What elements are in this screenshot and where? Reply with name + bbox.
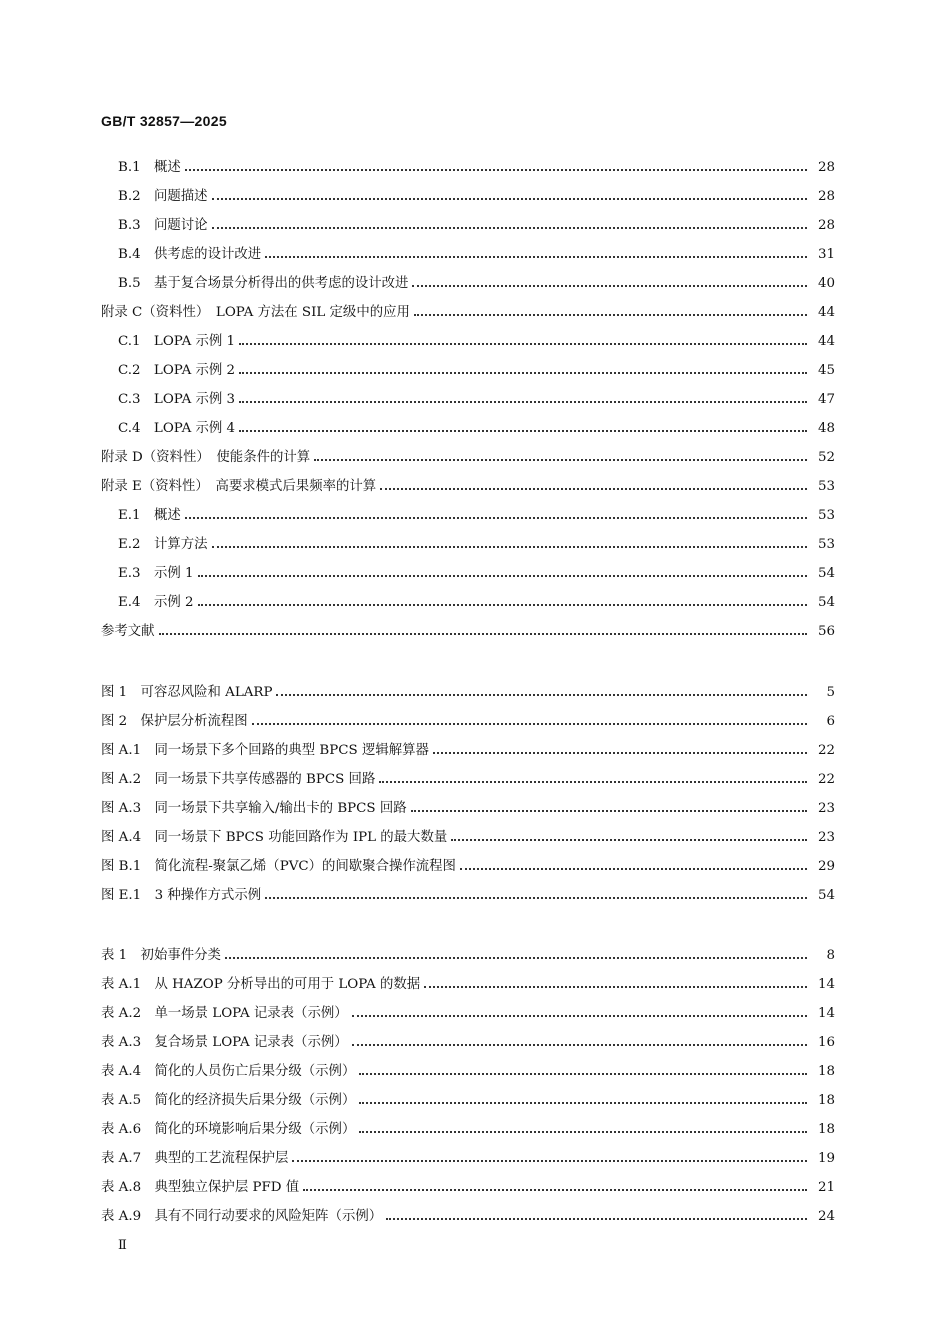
- dot-leader: [359, 1072, 807, 1075]
- dot-leader: [265, 255, 807, 258]
- table-entry-label: 表 A.7 典型的工艺流程保护层: [101, 1151, 289, 1166]
- dot-leader: [451, 838, 807, 841]
- table-entry-page: 16: [817, 1035, 835, 1050]
- dot-leader: [239, 429, 807, 432]
- toc-entry-page: 28: [817, 218, 835, 233]
- figure-entry-page: 6: [826, 714, 835, 729]
- dot-leader: [414, 313, 807, 316]
- toc-entry-label: C.2 LOPA 示例 2: [118, 363, 236, 378]
- figure-entry[interactable]: [101, 765, 835, 794]
- dot-leader: [380, 487, 807, 490]
- figure-entry[interactable]: [101, 736, 835, 765]
- table-entry[interactable]: [101, 1144, 835, 1173]
- figure-entry-label: 图 2 保护层分析流程图: [101, 714, 248, 729]
- dot-leader: [239, 371, 807, 374]
- dot-leader: [359, 1101, 807, 1104]
- table-entry-page: 18: [817, 1093, 835, 1108]
- table-entry-page: 14: [817, 1006, 835, 1021]
- table-entry-page: 18: [817, 1122, 835, 1137]
- figure-entry-page: 22: [817, 772, 835, 787]
- figure-entry[interactable]: [101, 678, 835, 707]
- dot-leader: [265, 896, 807, 899]
- toc-entry-label: E.2 计算方法: [118, 537, 208, 552]
- figure-entry-page: 29: [817, 859, 835, 874]
- toc-entry-page: 53: [817, 479, 835, 494]
- toc-entry[interactable]: [118, 559, 835, 588]
- dot-leader: [198, 574, 808, 577]
- toc-entry[interactable]: [118, 588, 835, 617]
- toc-entry[interactable]: [101, 443, 835, 472]
- page-number: Ⅱ: [118, 1238, 127, 1253]
- dot-leader: [212, 545, 807, 548]
- toc-entry-page: 44: [817, 305, 835, 320]
- toc-entry-label: E.3 示例 1: [118, 566, 194, 581]
- dot-leader: [433, 751, 807, 754]
- toc-entry[interactable]: [118, 211, 835, 240]
- toc-entry[interactable]: [118, 240, 835, 269]
- dot-leader: [352, 1043, 807, 1046]
- toc-entry-page: 56: [817, 624, 835, 639]
- table-entry-page: 24: [817, 1209, 835, 1224]
- toc-entry-page: 54: [817, 566, 835, 581]
- dot-leader: [412, 284, 807, 287]
- standard-number: GB/T 32857—2025: [101, 113, 227, 129]
- dot-leader: [352, 1014, 807, 1017]
- table-entry-label: 表 A.5 简化的经济损失后果分级（示例）: [101, 1093, 356, 1108]
- toc-entry-page: 48: [817, 421, 835, 436]
- dot-leader: [212, 226, 807, 229]
- table-entry[interactable]: [101, 999, 835, 1028]
- toc-entry-page: 44: [817, 334, 835, 349]
- table-entry[interactable]: [101, 1115, 835, 1144]
- dot-leader: [314, 458, 807, 461]
- toc-entry-label: B.3 问题讨论: [118, 218, 208, 233]
- toc-entry[interactable]: [118, 530, 835, 559]
- dot-leader: [303, 1188, 807, 1191]
- toc-entry-page: 28: [817, 189, 835, 204]
- figure-entry[interactable]: [101, 852, 835, 881]
- table-entry-page: 19: [817, 1151, 835, 1166]
- figure-entry[interactable]: [101, 823, 835, 852]
- dot-leader: [185, 516, 807, 519]
- table-entry-page: 14: [817, 977, 835, 992]
- toc-entry-page: 52: [817, 450, 835, 465]
- figure-entry-label: 图 E.1 3 种操作方式示例: [101, 888, 262, 903]
- table-entry-label: 表 A.8 典型独立保护层 PFD 值: [101, 1180, 300, 1195]
- toc-entry-label: E.1 概述: [118, 508, 181, 523]
- table-entry-label: 表 A.9 具有不同行动要求的风险矩阵（示例）: [101, 1209, 383, 1224]
- dot-leader: [411, 809, 807, 812]
- toc-entry-label: B.5 基于复合场景分析得出的供考虑的设计改进: [118, 276, 409, 291]
- dot-leader: [424, 985, 807, 988]
- table-entry-label: 表 A.4 简化的人员伤亡后果分级（示例）: [101, 1064, 356, 1079]
- toc-entry-label: 附录 C（资料性） LOPA 方法在 SIL 定级中的应用: [101, 305, 410, 320]
- figure-entry[interactable]: [101, 794, 835, 823]
- figure-entry-label: 图 A.1 同一场景下多个回路的典型 BPCS 逻辑解算器: [101, 743, 429, 758]
- figure-entry-page: 5: [826, 685, 835, 700]
- toc-entry[interactable]: [118, 356, 835, 385]
- toc-entry-page: 45: [817, 363, 835, 378]
- toc-entry-page: 53: [817, 508, 835, 523]
- table-entry[interactable]: [101, 1028, 835, 1057]
- dot-leader: [239, 400, 807, 403]
- toc-entry-label: B.1 概述: [118, 160, 181, 175]
- dot-leader: [359, 1130, 807, 1133]
- toc-entry-page: 53: [817, 537, 835, 552]
- toc-entry[interactable]: [118, 385, 835, 414]
- table-entry-label: 表 A.3 复合场景 LOPA 记录表（示例）: [101, 1035, 348, 1050]
- toc-entry[interactable]: [101, 617, 835, 646]
- toc-entry-label: C.4 LOPA 示例 4: [118, 421, 236, 436]
- toc-entry-page: 40: [817, 276, 835, 291]
- figure-entry[interactable]: [101, 881, 835, 910]
- toc-entry-label: 附录 E（资料性） 高要求模式后果频率的计算: [101, 479, 377, 494]
- figure-entry-label: 图 1 可容忍风险和 ALARP: [101, 685, 273, 700]
- toc-entry-label: B.2 问题描述: [118, 189, 208, 204]
- toc-entry[interactable]: [118, 182, 835, 211]
- toc-entry[interactable]: [118, 153, 835, 182]
- dot-leader: [198, 603, 808, 606]
- figure-entry-label: 图 A.2 同一场景下共享传感器的 BPCS 回路: [101, 772, 376, 787]
- dot-leader: [159, 632, 807, 635]
- table-entry-page: 18: [817, 1064, 835, 1079]
- dot-leader: [212, 197, 807, 200]
- toc-entry[interactable]: [118, 327, 835, 356]
- figure-entry-page: 23: [817, 801, 835, 816]
- table-entry-page: 21: [817, 1180, 835, 1195]
- toc-entry-label: 附录 D（资料性） 使能条件的计算: [101, 450, 311, 465]
- table-entry-label: 表 1 初始事件分类: [101, 948, 221, 963]
- dot-leader: [460, 867, 807, 870]
- figure-entry-label: 图 B.1 简化流程-聚氯乙烯（PVC）的间歇聚合操作流程图: [101, 859, 456, 874]
- dot-leader: [292, 1159, 807, 1162]
- toc-entry-page: 47: [817, 392, 835, 407]
- table-entry-page: 8: [826, 948, 835, 963]
- figure-entry-page: 54: [817, 888, 835, 903]
- figure-entry-label: 图 A.3 同一场景下共享输入/输出卡的 BPCS 回路: [101, 801, 407, 816]
- toc-entry-label: 参考文献: [101, 624, 155, 639]
- table-entry[interactable]: [101, 1173, 835, 1202]
- toc-entry-page: 31: [817, 247, 835, 262]
- table-entry-label: 表 A.6 简化的环境影响后果分级（示例）: [101, 1122, 356, 1137]
- toc-entry[interactable]: [118, 269, 835, 298]
- dot-leader: [225, 956, 807, 959]
- toc-entry[interactable]: [101, 472, 835, 501]
- dot-leader: [276, 693, 807, 696]
- table-entry[interactable]: [101, 1057, 835, 1086]
- toc-entry[interactable]: [118, 414, 835, 443]
- table-entry[interactable]: [101, 970, 835, 999]
- dot-leader: [185, 168, 807, 171]
- dot-leader: [386, 1217, 807, 1220]
- table-entry[interactable]: [101, 1202, 835, 1231]
- toc-entry-label: C.1 LOPA 示例 1: [118, 334, 236, 349]
- table-entry-label: 表 A.1 从 HAZOP 分析导出的可用于 LOPA 的数据: [101, 977, 421, 992]
- toc-entry-label: B.4 供考虑的设计改进: [118, 247, 262, 262]
- table-entry-label: 表 A.2 单一场景 LOPA 记录表（示例）: [101, 1006, 348, 1021]
- toc-entry[interactable]: [118, 501, 835, 530]
- figure-entry-page: 22: [817, 743, 835, 758]
- dot-leader: [252, 722, 807, 725]
- toc-entry[interactable]: [101, 298, 835, 327]
- figure-entry-label: 图 A.4 同一场景下 BPCS 功能回路作为 IPL 的最大数量: [101, 830, 448, 845]
- toc-entry-page: 28: [817, 160, 835, 175]
- toc-entry-page: 54: [817, 595, 835, 610]
- figure-entry-page: 23: [817, 830, 835, 845]
- toc-entry-label: C.3 LOPA 示例 3: [118, 392, 236, 407]
- dot-leader: [239, 342, 807, 345]
- figure-entry[interactable]: [101, 707, 835, 736]
- table-entry[interactable]: [101, 941, 835, 970]
- toc-entry-label: E.4 示例 2: [118, 595, 194, 610]
- dot-leader: [379, 780, 807, 783]
- table-entry[interactable]: [101, 1086, 835, 1115]
